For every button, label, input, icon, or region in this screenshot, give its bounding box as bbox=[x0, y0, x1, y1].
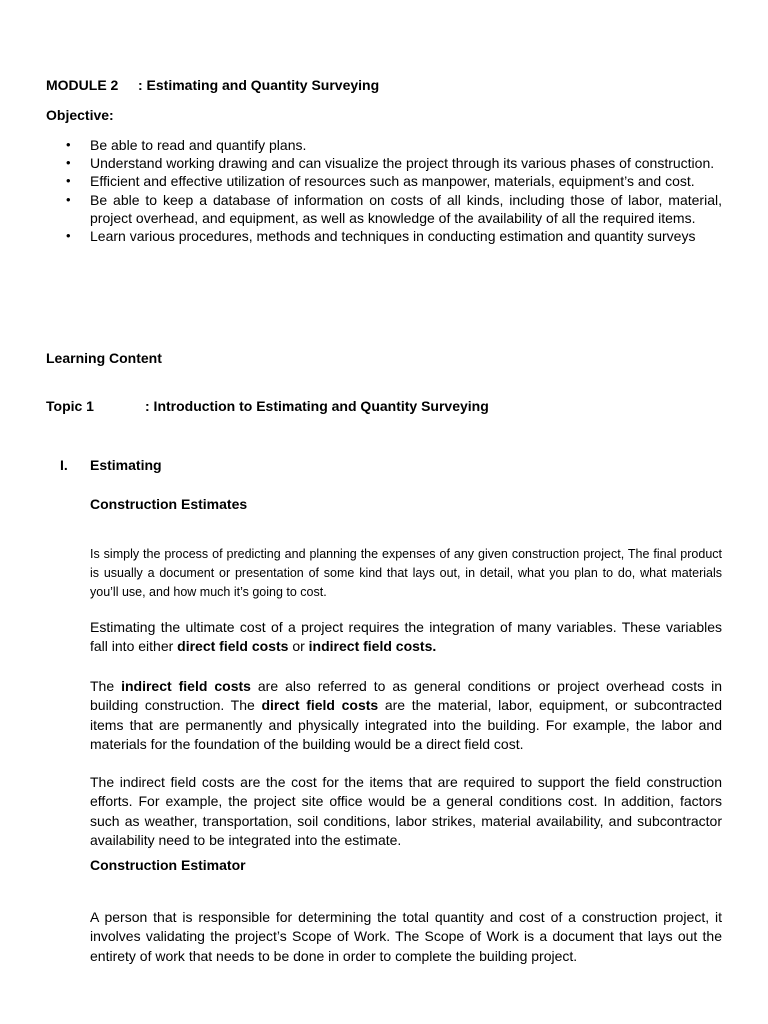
list-item-text: Efficient and effective utilization of resources such as manpower, materials, equipment’s and cost. bbox=[90, 173, 695, 190]
learning-content-heading: Learning Content bbox=[46, 350, 162, 366]
paragraph-field-costs: The indirect field costs are also referred to as general conditions or project overhead costs in building construction. The direct field costs are the material, labor, equipment, or subcontracted items that are permanently and physically integrated into the building. For example, the labor and materials for the foundation of the building would be a direct field cost. bbox=[90, 678, 723, 752]
bullet-icon: • bbox=[66, 137, 71, 152]
topic-header bbox=[46, 397, 489, 415]
list-item bbox=[62, 136, 722, 154]
list-item-text: Learn various procedures, methods and techniques in conducting estimation and quantity surveys bbox=[90, 228, 696, 245]
paragraph-estimates-definition: Is simply the process of predicting and planning the expenses of any given construction project, The final product is usually a document or presentation of some kind that lays out, in detail, what you plan to do, what materials you’ll use, and how much it’s going to cost. bbox=[90, 546, 722, 599]
bullet-icon: • bbox=[66, 228, 71, 244]
list-item-text: Be able to read and quantify plans. bbox=[90, 137, 307, 153]
paragraph-estimator-definition: A person that is responsible for determining the total quantity and cost of a construction project, it involves validating the project’s Scope of Work. The Scope of Work is a document that lays out the entirety of work that needs to be done in order to complete the building project. bbox=[90, 909, 722, 964]
module-header bbox=[46, 76, 379, 94]
list-item-text: Be able to keep a database of information on costs of all kinds, including those of labor, material, project overhead, and equipment, as well as knowledge of the availability of all the required items. bbox=[90, 191, 722, 226]
list-item-text: Understand working drawing and can visualize the project through its various phases of construction. bbox=[90, 155, 715, 172]
list-item bbox=[62, 154, 722, 172]
bullet-icon: • bbox=[66, 191, 71, 207]
section-title: Estimating bbox=[90, 457, 162, 473]
construction-estimator-heading: Construction Estimator bbox=[90, 857, 246, 873]
topic-label: Topic 1 bbox=[46, 398, 94, 414]
paragraph-variables: Estimating the ultimate cost of a project requires the integration of many variables. These variables fall into either direct field costs or indirect field costs. bbox=[90, 619, 722, 655]
topic-title: : Introduction to Estimating and Quantity Surveying bbox=[145, 398, 489, 414]
module-label: MODULE 2 bbox=[46, 77, 119, 93]
construction-estimates-heading: Construction Estimates bbox=[90, 496, 248, 512]
list-item bbox=[62, 191, 722, 227]
bullet-icon: • bbox=[66, 173, 71, 189]
module-title: : Estimating and Quantity Surveying bbox=[138, 77, 380, 93]
objective-list bbox=[62, 136, 722, 245]
paragraph-indirect-costs: The indirect field costs are the cost for the items that are required to support the field construction efforts. For example, the project site office would be a general conditions cost. In addition, factors such as weather, transportation, soil conditions, labor strikes, material availability, and subcontractor availability need to be integrated into the estimate. bbox=[90, 774, 722, 848]
term-direct-field-costs: direct field costs bbox=[261, 697, 379, 714]
bullet-icon: • bbox=[66, 155, 71, 171]
list-item bbox=[62, 227, 722, 245]
term-indirect-field-costs: indirect field costs bbox=[121, 678, 251, 694]
list-item bbox=[62, 172, 722, 190]
term-indirect-field-costs: indirect field costs. bbox=[308, 638, 437, 655]
term-direct-field-costs: direct field costs bbox=[177, 638, 289, 655]
section-numeral: I. bbox=[60, 457, 68, 473]
section-heading bbox=[60, 456, 162, 474]
objective-heading: Objective: bbox=[46, 107, 114, 123]
